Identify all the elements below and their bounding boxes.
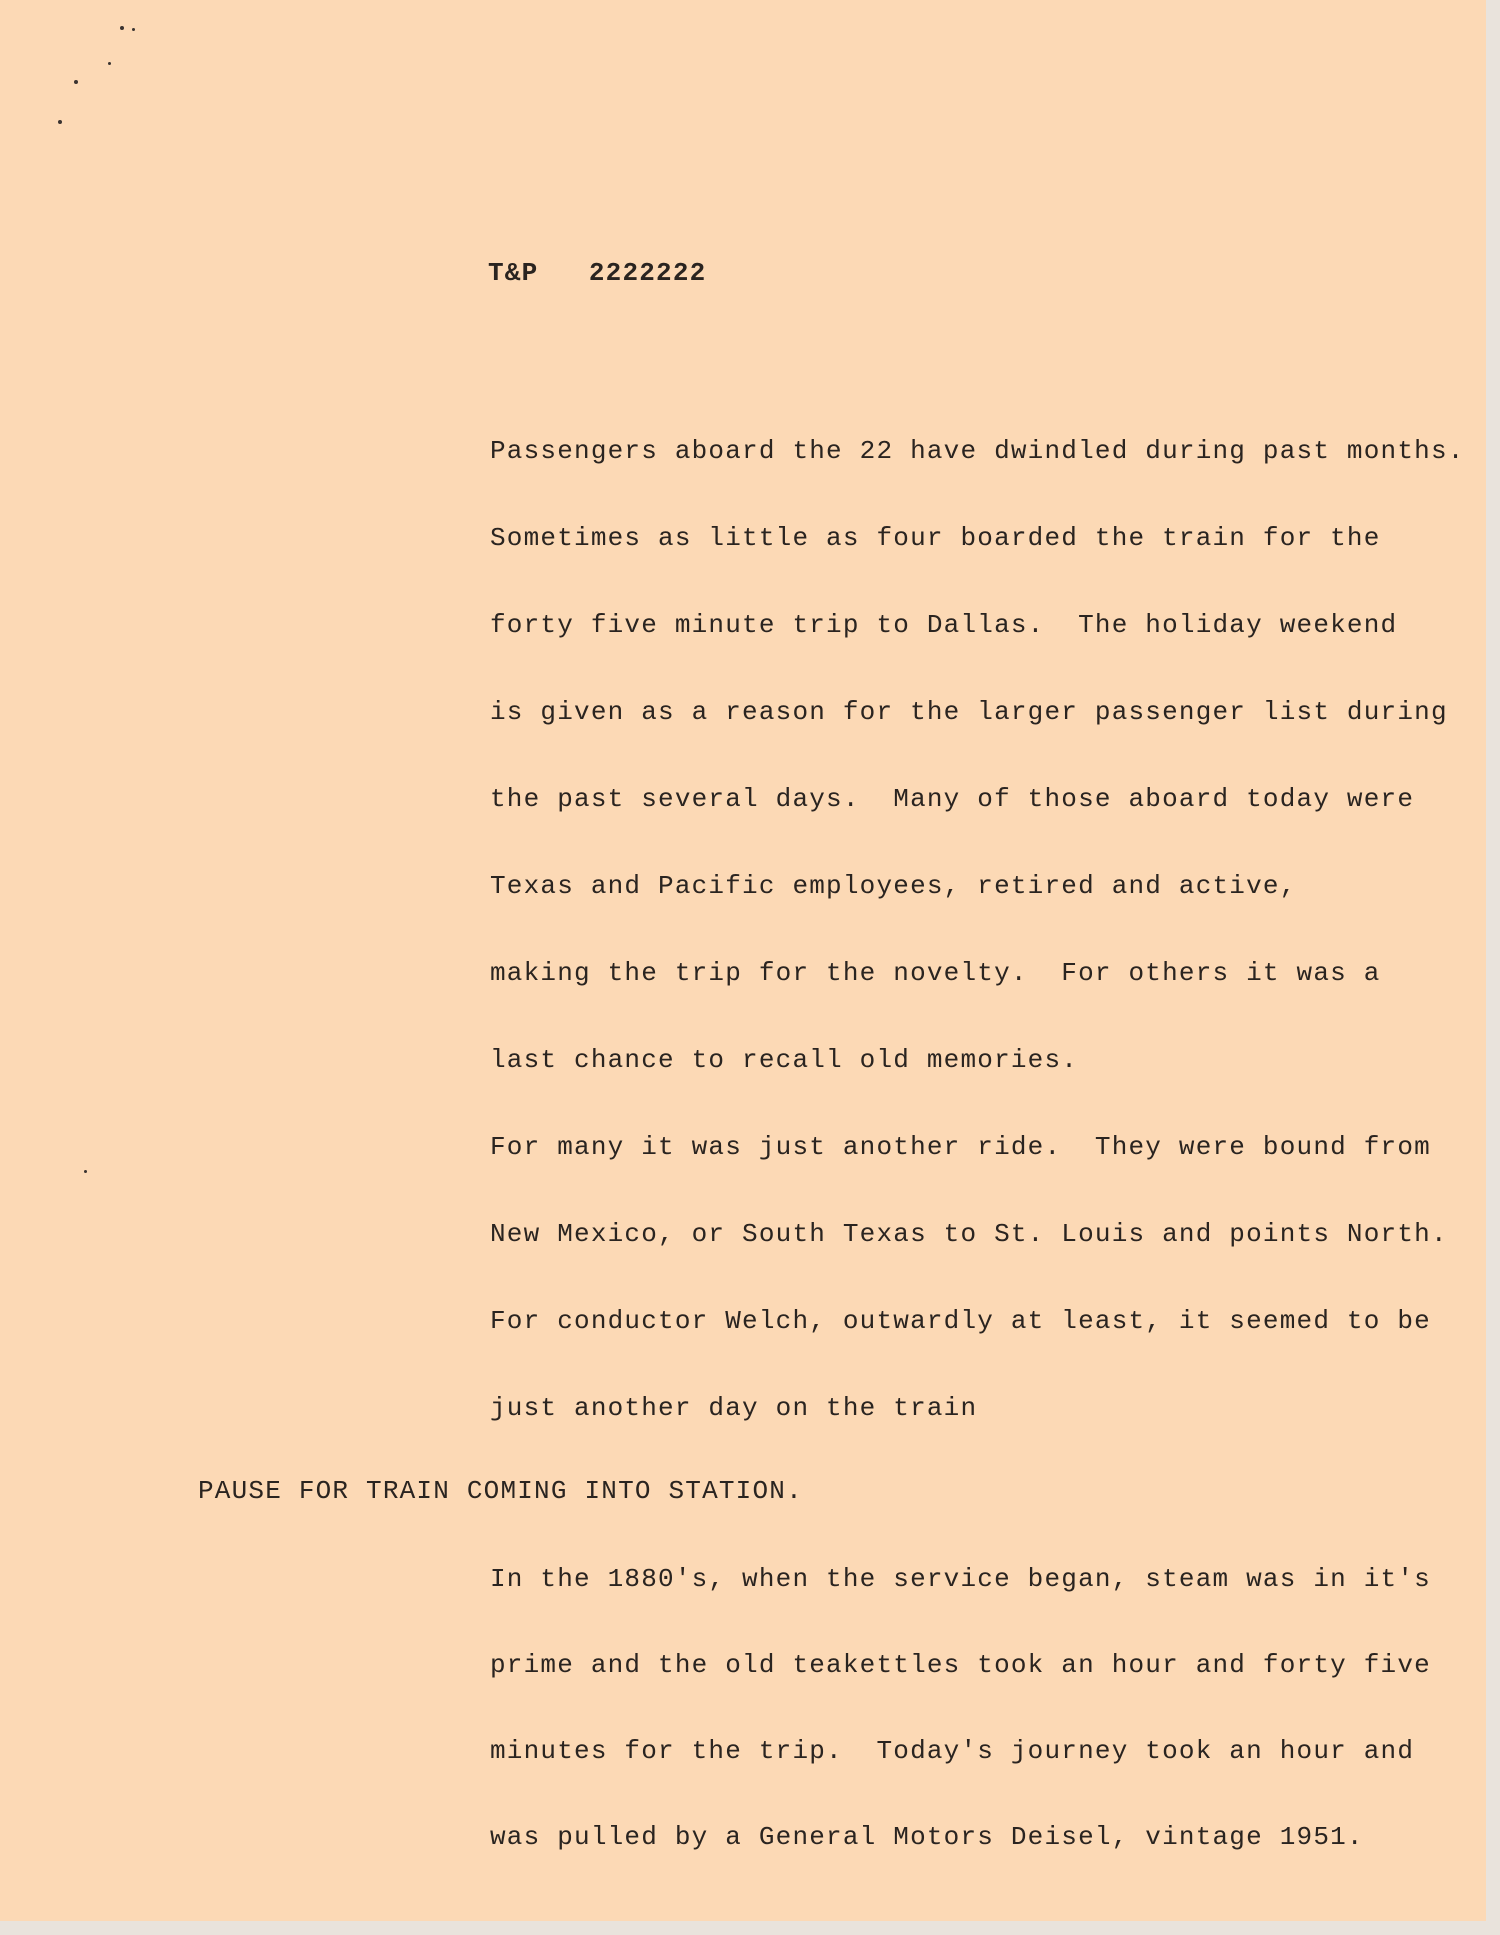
- page-header: [488, 258, 706, 288]
- text-line: For many it was just another ride. They were bound from: [490, 1132, 1431, 1162]
- ink-speck: [132, 28, 135, 31]
- ink-speck: [74, 80, 78, 84]
- text-line: For conductor Welch, outwardly at least, it seemed to be: [490, 1306, 1431, 1336]
- text-line: the past several days. Many of those aboard today were: [490, 784, 1415, 814]
- text-line: Sometimes as little as four boarded the train for the: [490, 523, 1381, 553]
- text-line: prime and the old teakettles took an hour and forty five: [490, 1650, 1431, 1680]
- text-line: forty five minute trip to Dallas. The holiday weekend: [490, 610, 1398, 640]
- header-page-code: 2222222: [588, 258, 707, 288]
- text-line: Texas and Pacific employees, retired and active,: [490, 871, 1297, 901]
- text-line: In the 1880's, when the service began, steam was in it's: [490, 1564, 1431, 1594]
- ink-speck: [108, 62, 111, 65]
- ink-speck: [58, 120, 62, 124]
- header-slug: T&P: [488, 258, 539, 288]
- ink-speck: [84, 1170, 87, 1173]
- text-line: Passengers aboard the 22 have dwindled during past months.: [490, 436, 1465, 466]
- text-line: New Mexico, or South Texas to St. Louis and points North.: [490, 1219, 1448, 1249]
- text-line: making the trip for the novelty. For others it was a: [490, 958, 1381, 988]
- text-line: is given as a reason for the larger passenger list during: [490, 697, 1448, 727]
- text-line: was pulled by a General Motors Deisel, vintage 1951.: [490, 1822, 1364, 1852]
- ink-speck: [120, 26, 124, 30]
- text-line: minutes for the trip. Today's journey took an hour and: [490, 1736, 1415, 1766]
- text-line: just another day on the train: [490, 1393, 978, 1423]
- production-cue: PAUSE FOR TRAIN COMING INTO STATION.: [198, 1476, 803, 1506]
- text-line: last chance to recall old memories.: [490, 1045, 1079, 1075]
